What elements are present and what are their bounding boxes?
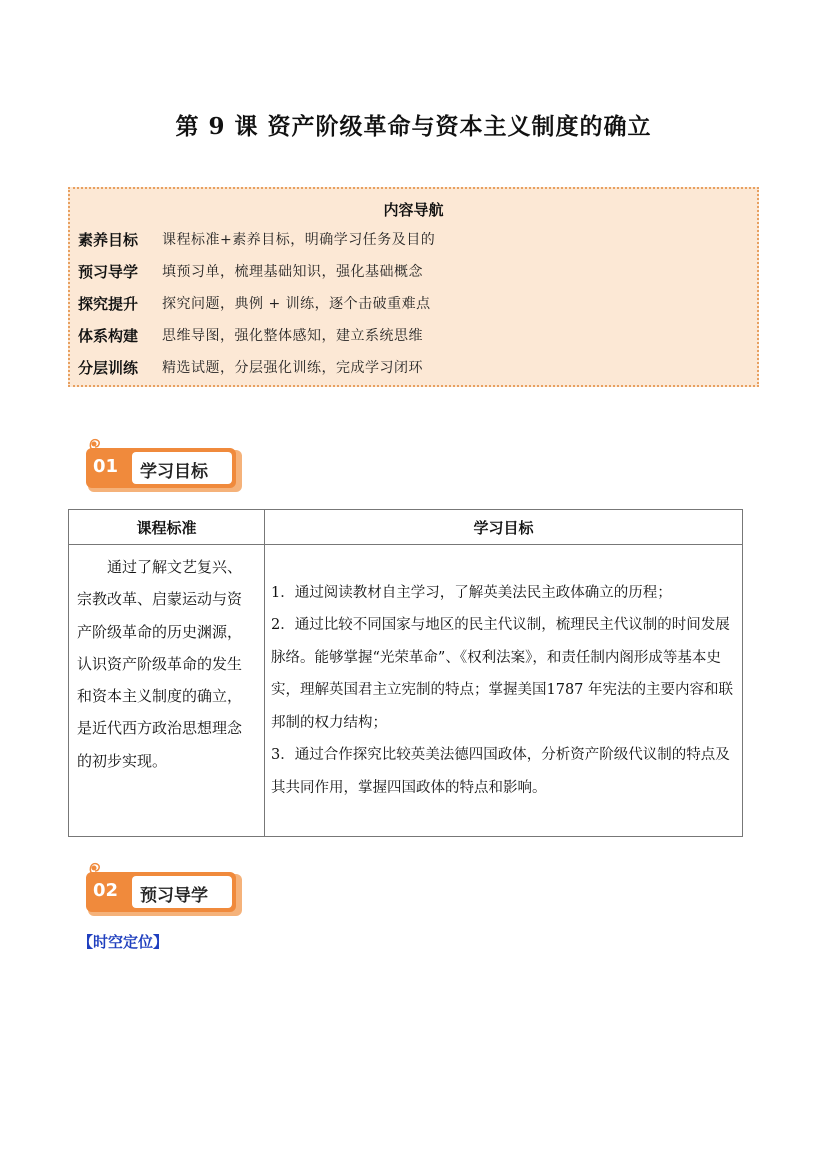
nav-row-training (78, 352, 423, 382)
goal-item: 2．通过比较不同国家与地区的民主代议制，梳理民主代议制的时间发展脉络。能够掌握“光荣革命”、《权利法案》，和责任制内阁形成等基本史实，理解英国君主立宪制的特点；掌握美国1787 年宪法的主要内容和联邦制的权力结构； (271, 617, 734, 731)
course-standard-cell: 通过了解文艺复兴、宗教改革、启蒙运动与资产阶级革命的历史渊源，认识资产阶级革命的发生和资本主义制度的确立，是近代西方政治思想理念的初步实现。 (69, 545, 265, 837)
table-row (69, 545, 743, 837)
section-badge-learning-goals (86, 436, 244, 496)
nav-row-preview (78, 256, 423, 286)
nav-label: 体系构建 (78, 326, 139, 345)
nav-row-system (78, 320, 423, 350)
nav-desc: 精选试题，分层强化训练，完成学习闭环 (162, 360, 423, 376)
nav-label: 素养目标 (78, 230, 139, 249)
section-number: 01 (93, 456, 119, 477)
header-goals: 学习目标 (265, 510, 743, 545)
nav-heading: 内容导航 (383, 201, 444, 219)
content-navigation-box (68, 187, 759, 387)
goal-item: 3．通过合作探究比较英美法德四国政体，分析资产阶级代议制的特点及其共同作用，掌握四国政体的特点和影响。 (271, 747, 730, 796)
nav-desc: 思维导图，强化整体感知，建立系统思维 (162, 328, 423, 344)
nav-desc: 课程标准+素养目标，明确学习任务及目的 (162, 232, 436, 248)
table-header-row (69, 510, 743, 545)
section-number: 02 (93, 880, 119, 901)
learning-goals-cell (265, 545, 743, 837)
page-title: 第 9 课 资产阶级革命与资本主义制度的确立 (175, 113, 652, 140)
goal-item: 1．通过阅读教材自主学习，了解英美法民主政体确立的历程； (271, 584, 672, 601)
nav-label: 探究提升 (78, 294, 139, 313)
nav-desc: 探究问题，典例 + 训练，逐个击破重难点 (162, 296, 431, 312)
nav-label: 分层训练 (78, 358, 139, 377)
section-label: 学习目标 (140, 462, 208, 482)
nav-desc: 填预习单，梳理基础知识，强化基础概念 (162, 264, 423, 280)
header-standard: 课程标准 (69, 510, 265, 545)
learning-goals-table (68, 509, 743, 837)
nav-label: 预习导学 (78, 262, 139, 281)
subsection-time-space: 【时空定位】 (78, 933, 169, 951)
nav-row-explore (78, 288, 431, 318)
section-badge-preview (86, 860, 244, 920)
nav-row-literacy-goals (78, 224, 435, 254)
section-label: 预习导学 (140, 886, 208, 906)
